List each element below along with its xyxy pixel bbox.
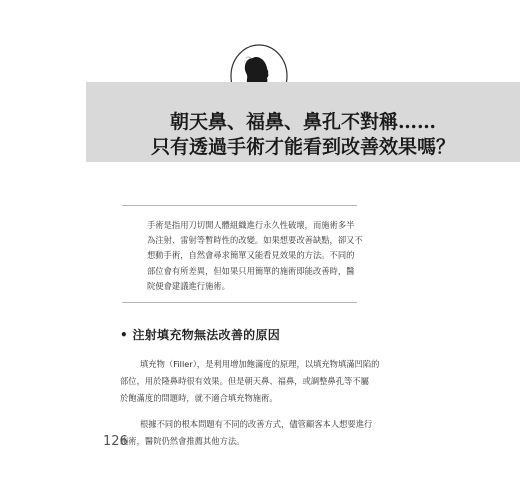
chapter-title <box>86 110 520 160</box>
paragraph-2-cont <box>120 433 244 450</box>
para-line: 部位，用於隆鼻時很有效果。但是朝天鼻、福鼻，或調整鼻孔等不屬 <box>120 376 369 386</box>
intro-line: 院便會建議進行施術。 <box>147 280 230 291</box>
page-number: 126 <box>103 434 128 449</box>
intro-line: 為注射、雷射等暫時性的改變。如果想要改善缺點，卻又不 <box>147 235 363 246</box>
intro-box <box>147 218 363 294</box>
paragraph-1 <box>140 356 379 373</box>
intro-line: 想動手術，自然會尋求簡單又能看見效果的方法。不同的 <box>147 250 355 261</box>
title-line-1: 朝天鼻、福鼻、鼻孔不對稱…… <box>169 111 436 133</box>
para-line: 施術，醫院仍然會推薦其他方法。 <box>120 436 245 446</box>
intro-line: 部位會有所差異，但如果只用簡單的施術即能改善時，醫 <box>147 265 355 276</box>
para-line: 根據不同的根本問題有不同的改善方式，儘管顧客本人想要進行 <box>140 419 373 429</box>
paragraph-2 <box>140 416 372 433</box>
title-line-2: 只有透過手術才能看到改善效果嗎？ <box>150 136 455 158</box>
intro-top-rule <box>122 205 357 206</box>
para-line: 填充物（Filler），是利用增加飽滿度的原理，以填充物填滿凹陷的 <box>140 359 380 369</box>
section-heading: • 注射填充物無法改善的原因 <box>120 328 281 342</box>
intro-line: 手術是指用刀切開人體組織進行永久性破壞，而施術多半 <box>147 220 355 230</box>
para-line: 於飽滿度的問題時，就不適合填充物施術。 <box>120 393 278 403</box>
intro-bottom-rule <box>122 302 357 303</box>
paragraph-1-cont <box>120 373 369 407</box>
